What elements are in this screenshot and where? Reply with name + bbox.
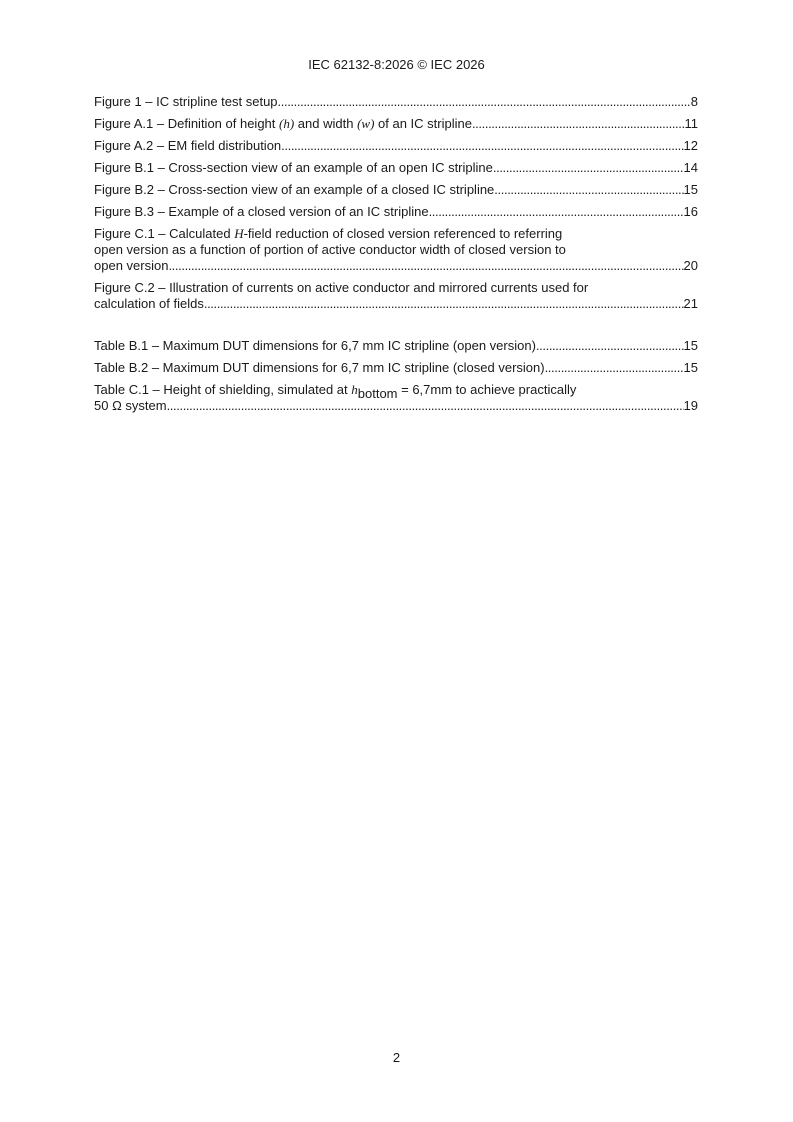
toc-entry-figure-b2[interactable]: [94, 182, 698, 198]
toc-entry-text-line-1: Table C.1 – Height of shielding, simulated at hbottom = 6,7mm to achieve practically: [94, 382, 577, 401]
toc-entry-table-c1[interactable]: [94, 382, 698, 414]
toc-entry-text: Figure B.1 – Cross-section view of an example of an open IC stripline: [94, 160, 493, 175]
h-bottom-symbol: h: [351, 382, 358, 397]
dot-leader: [536, 338, 684, 354]
page-number-footer: 2: [392, 1050, 401, 1065]
toc-page-number: 8: [690, 94, 698, 109]
document-header: IEC 62132-8:2026 © IEC 2026: [308, 57, 485, 72]
toc-entry-figure-a2[interactable]: [94, 138, 698, 154]
toc-entry-text: Figure A.2 – EM field distribution: [94, 138, 282, 153]
dot-leader: [278, 94, 691, 110]
dot-leader: [281, 138, 683, 154]
toc-page-number: 15: [683, 338, 698, 353]
toc-page-number: 12: [683, 138, 698, 153]
toc-entry-table-b2[interactable]: [94, 360, 698, 376]
toc-page-number: 15: [683, 360, 698, 375]
toc-entry-figure-c2[interactable]: [94, 280, 698, 312]
list-of-tables: [94, 338, 698, 420]
toc-entry-figure-a1[interactable]: [94, 116, 698, 132]
toc-entry-text: Figure 1 – IC stripline test setup: [94, 94, 278, 109]
dot-leader: [472, 116, 685, 132]
dot-leader: [494, 182, 683, 198]
toc-entry-text-line-2: open version as a function of portion of active conductor width of closed version to: [94, 242, 566, 257]
toc-entry-figure-b3[interactable]: [94, 204, 698, 220]
toc-entry-text-line-3: open version: [94, 258, 169, 273]
toc-page-number: 20: [683, 258, 698, 273]
toc-entry-figure-c1[interactable]: [94, 226, 698, 274]
dot-leader: [493, 160, 684, 176]
toc-page-number: 21: [683, 296, 698, 311]
toc-page-number: 19: [683, 398, 698, 413]
toc-entry-text: Table B.2 – Maximum DUT dimensions for 6,7 mm IC stripline (closed version): [94, 360, 545, 375]
toc-page-number: 14: [683, 160, 698, 175]
toc-entry-figure-b1[interactable]: [94, 160, 698, 176]
toc-page-number: 11: [684, 116, 698, 131]
dot-leader: [204, 296, 684, 312]
dot-leader: [167, 398, 684, 414]
toc-entry-text-line-1: Figure C.2 – Illustration of currents on active conductor and mirrored currents used for: [94, 280, 589, 295]
h-bottom-subscript: bottom: [357, 386, 398, 401]
dot-leader: [168, 258, 683, 274]
toc-entry-figure-1[interactable]: [94, 94, 698, 110]
dot-leader: [545, 360, 684, 376]
width-symbol: (w): [357, 116, 375, 131]
toc-entry-text: Figure B.3 – Example of a closed version of an IC stripline: [94, 204, 429, 219]
h-field-symbol: H: [234, 226, 244, 241]
toc-entry-table-b1[interactable]: [94, 338, 698, 354]
toc-page-number: 16: [683, 204, 698, 219]
toc-page-number: 15: [683, 182, 698, 197]
toc-entry-text-line-2: 50 Ω system: [94, 398, 167, 413]
toc-entry-text: Table B.1 – Maximum DUT dimensions for 6,7 mm IC stripline (open version): [94, 338, 536, 353]
list-of-figures: [94, 94, 698, 318]
height-symbol: (h): [279, 116, 295, 131]
toc-entry-text-line-2: calculation of fields: [94, 296, 204, 311]
toc-entry-text: Figure B.2 – Cross-section view of an example of a closed IC stripline: [94, 182, 495, 197]
dot-leader: [429, 204, 684, 220]
toc-entry-text-line-1: Figure C.1 – Calculated H-field reduction of closed version referenced to referring: [94, 226, 563, 241]
toc-entry-text: Figure A.1 – Definition of height (h) and width (w) of an IC stripline: [94, 116, 472, 131]
